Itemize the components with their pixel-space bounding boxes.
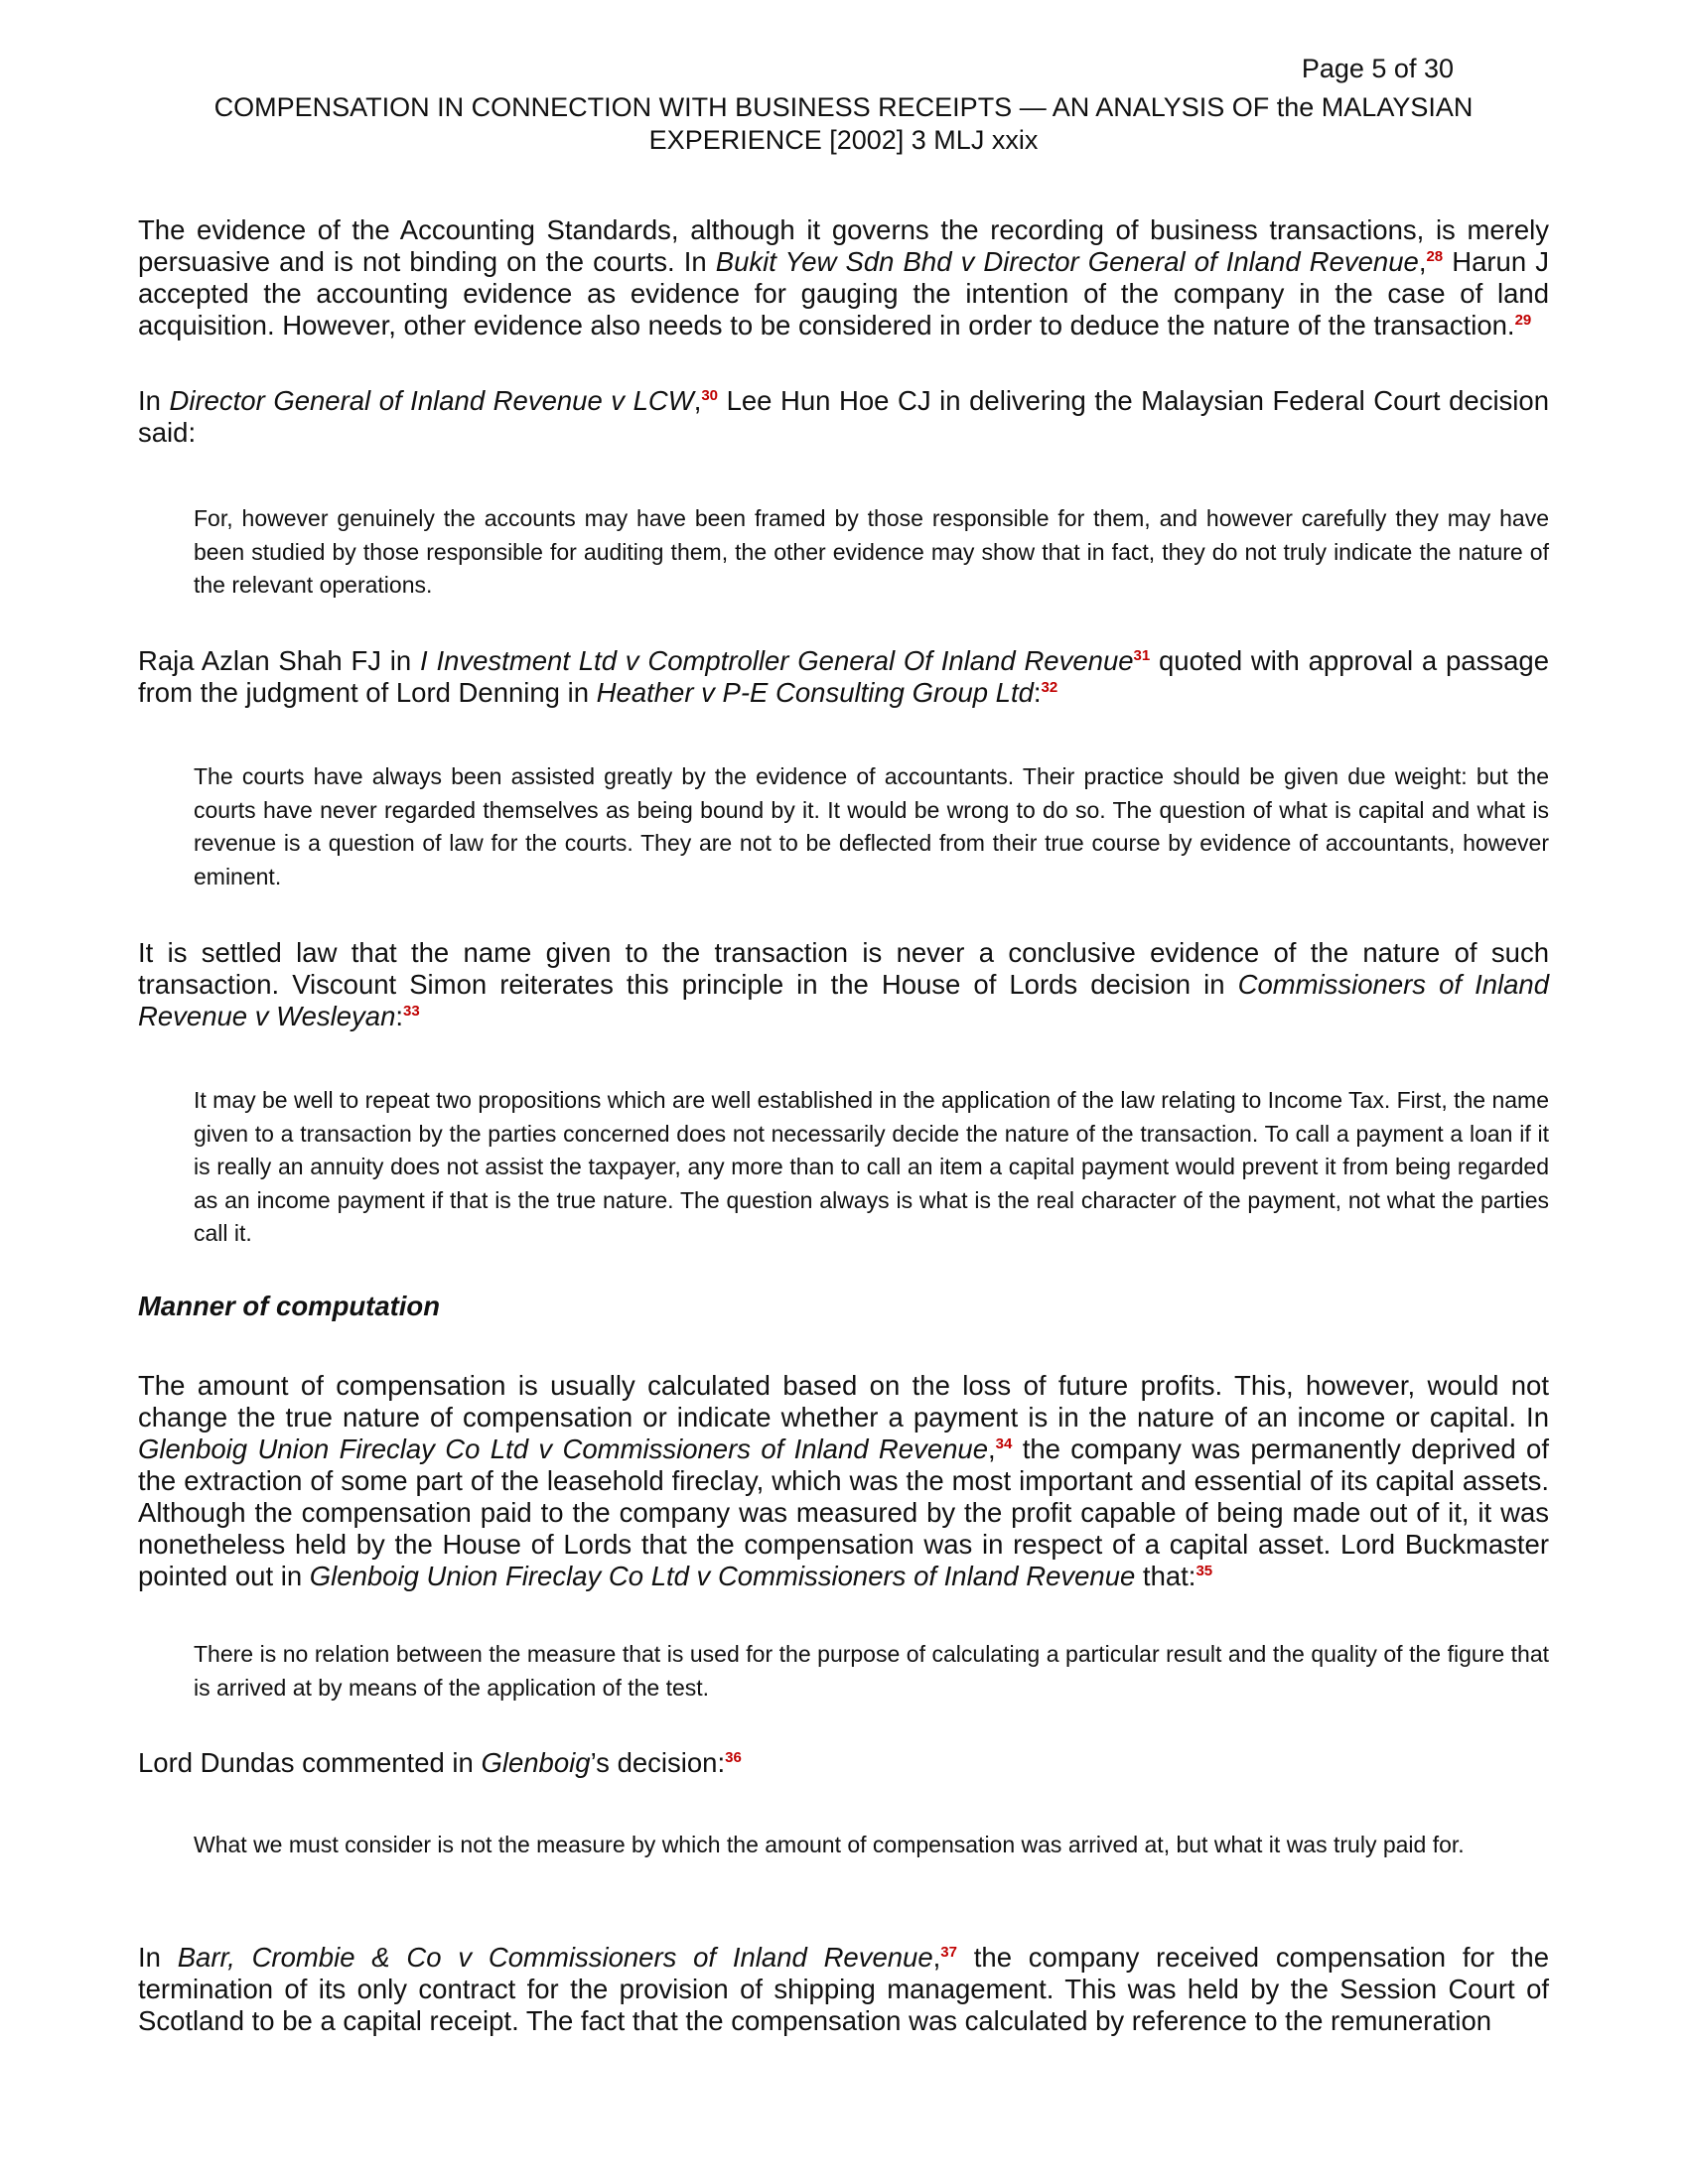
footnote-ref[interactable]: 34 (995, 1435, 1013, 1452)
text: : (1033, 677, 1042, 708)
case-citation: I Investment Ltd v Comptroller General Of Inland Revenue (420, 645, 1134, 676)
text: In (138, 385, 170, 416)
text: , (932, 1942, 941, 1973)
text: ’s decision: (590, 1747, 726, 1778)
paragraph-manner-of-computation (138, 1370, 1549, 1592)
text: Raja Azlan Shah FJ in (138, 645, 421, 676)
case-citation: Glenboig (481, 1747, 591, 1778)
paragraph-accounting-standards (138, 214, 1549, 341)
case-citation: Glenboig Union Fireclay Co Ltd v Commissioners of Inland Revenue (138, 1433, 989, 1464)
case-citation: Barr, Crombie & Co v Commissioners of Inland Revenue (177, 1942, 933, 1973)
block-quote: The courts have always been assisted greatly by the evidence of accountants. Their practice should be given due weight: but the courts have never regarded themselves as being bound by it. It would be wrong to do so. The question of what is capital and what is revenue is a question of law for the courts. They are not to be deflected from their true course by evidence of accountants, however eminent. (194, 763, 1549, 889)
section-heading: Manner of computation (138, 1291, 441, 1321)
case-citation: Director General of Inland Revenue v LCW (169, 385, 694, 416)
text: quoted with approval a passage from the judgment of Lord Denning in (138, 645, 1549, 708)
footnote-ref[interactable]: 30 (701, 387, 719, 404)
block-quote: What we must consider is not the measure by which the amount of compensation was arrived at, but what it was truly paid for. (194, 1832, 1465, 1857)
case-citation: Glenboig Union Fireclay Co Ltd v Commissioners of Inland Revenue (309, 1561, 1136, 1591)
document-title: COMPENSATION IN CONNECTION WITH BUSINESS RECEIPTS — AN ANALYSIS OF the MALAYSIAN EXPERIENCE [2002] 3 MLJ xxix (213, 92, 1474, 155)
footnote-ref[interactable]: 37 (940, 1944, 957, 1961)
page-number: Page 5 of 30 (1301, 54, 1454, 83)
paragraph-name-of-transaction (138, 937, 1549, 1032)
text: The amount of compensation is usually calculated based on the loss of future profits. This, however, would not change the true nature of compensation or indicate whether a payment is in the nature of an income or capital. In (138, 1370, 1549, 1433)
block-quote: There is no relation between the measure that is used for the purpose of calculating a particular result and the quality of the figure that is arrived at by means of the application of the test. (194, 1641, 1549, 1701)
footnote-ref[interactable]: 36 (725, 1749, 742, 1766)
text: , (693, 385, 702, 416)
text: Harun J accepted the accounting evidence as evidence for gauging the intention of the company in the case of land acquisition. However, other evidence also needs to be considered in order to deduce the nature of the transaction. (138, 246, 1549, 341)
footnote-ref[interactable]: 28 (1426, 248, 1444, 265)
case-citation: Heather v P-E Consulting Group Ltd (596, 677, 1034, 708)
text: the company received compensation for the termination of its only contract for the provision of shipping management. This was held by the Session Court of Scotland to be a capital receipt. The fact that the compensation was calculated by reference to the remuneration (138, 1942, 1549, 2036)
footnote-ref[interactable]: 32 (1041, 679, 1058, 696)
paragraph-barr-crombie (138, 1942, 1549, 2037)
text: , (988, 1433, 996, 1464)
footnote-ref[interactable]: 29 (1514, 312, 1532, 329)
paragraph-raja-azlan-shah (138, 645, 1549, 709)
text: : (395, 1001, 403, 1031)
paragraph-lcw (138, 385, 1549, 449)
block-quote: For, however genuinely the accounts may have been framed by those responsible for them, and however carefully they may have been studied by those responsible for auditing them, the other evidence may show that in fact, they do not truly indicate the nature of the relevant operations. (194, 505, 1549, 598)
footnote-ref[interactable]: 31 (1133, 647, 1151, 664)
case-citation: Bukit Yew Sdn Bhd v Director General of Inland Revenue (715, 246, 1419, 277)
text: the company was permanently deprived of the extraction of some part of the leasehold fireclay, which was the most important and essential of its capital assets. Although the compensation paid to the company was measured by the profit capable of being made out of it, it was nonetheless held by the House of Lords that the compensation was in respect of a capital asset. Lord Buckmaster pointed out in (138, 1433, 1549, 1591)
text: Lee Hun Hoe CJ in delivering the Malaysian Federal Court decision said: (138, 385, 1549, 448)
text: Lord Dundas commented in (138, 1747, 482, 1778)
block-quote: It may be well to repeat two propositions which are well established in the application of the law relating to Income Tax. First, the name given to a transaction by the parties concerned does not necessarily decide the nature of the transaction. To call a payment a loan if it is really an annuity does not assist the taxpayer, any more than to call an item a capital payment would prevent it from being regarded as an income payment if that is the true nature. The question always is what is the real character of the payment, not what the parties call it. (194, 1087, 1549, 1246)
case-citation: Commissioners of Inland Revenue v Wesleyan (138, 969, 1549, 1031)
text: that: (1135, 1561, 1196, 1591)
text: The evidence of the Accounting Standards, although it governs the recording of business transactions, is merely persuasive and is not binding on the courts. In (138, 214, 1549, 277)
text: It is settled law that the name given to the transaction is never a conclusive evidence of the nature of such transaction. Viscount Simon reiterates this principle in the House of Lords decision in (138, 937, 1549, 1000)
text: , (1418, 246, 1427, 277)
footnote-ref[interactable]: 33 (403, 1003, 420, 1020)
text: In (138, 1942, 178, 1973)
footnote-ref[interactable]: 35 (1196, 1563, 1213, 1579)
paragraph-lord-dundas (138, 1747, 1549, 1779)
